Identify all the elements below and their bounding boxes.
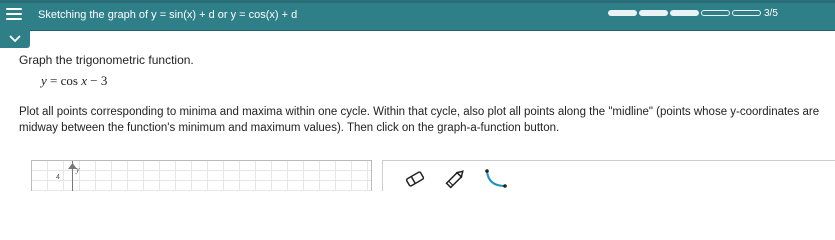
equation-lhs: y: [41, 73, 47, 88]
graph-tools-panel: [382, 160, 835, 191]
top-header: [0, 0, 835, 31]
pencil-icon[interactable]: [443, 169, 467, 189]
progress-segment: [701, 10, 730, 16]
equation-equals: =: [50, 73, 58, 88]
menu-icon[interactable]: [6, 8, 22, 20]
instructions: Plot all points corresponding to minima and maxima within one cycle. Within that cycle, also plot all points along the "midline" (points whose y-coordinates are midway between the function's minimum and maximum values). Then click on the graph-a-function button.: [19, 106, 820, 134]
collapse-button[interactable]: [0, 30, 30, 48]
equation-constant: − 3: [90, 73, 108, 88]
graph-area[interactable]: [31, 160, 372, 191]
equation-func: cos: [60, 73, 78, 88]
header-top-strip: [0, 0, 835, 3]
progress-segment: [608, 10, 637, 16]
progress-text: 3/5: [764, 8, 778, 19]
progress-segment: [732, 10, 761, 16]
equation: [41, 73, 107, 89]
chevron-down-icon: [9, 35, 21, 43]
y-axis-label: y: [76, 165, 80, 174]
progress-bar: [608, 10, 761, 16]
progress-segment: [670, 10, 699, 16]
eraser-icon[interactable]: [403, 169, 427, 189]
page-title: Sketching the graph of y = sin(x) + d or y = cos(x) + d: [38, 9, 298, 21]
equation-arg: x: [81, 73, 87, 88]
progress-segment: [639, 10, 668, 16]
tick-label: 4: [56, 174, 60, 181]
curve-tool-icon[interactable]: [484, 169, 508, 189]
question-prompt: Graph the trigonometric function.: [19, 53, 194, 67]
